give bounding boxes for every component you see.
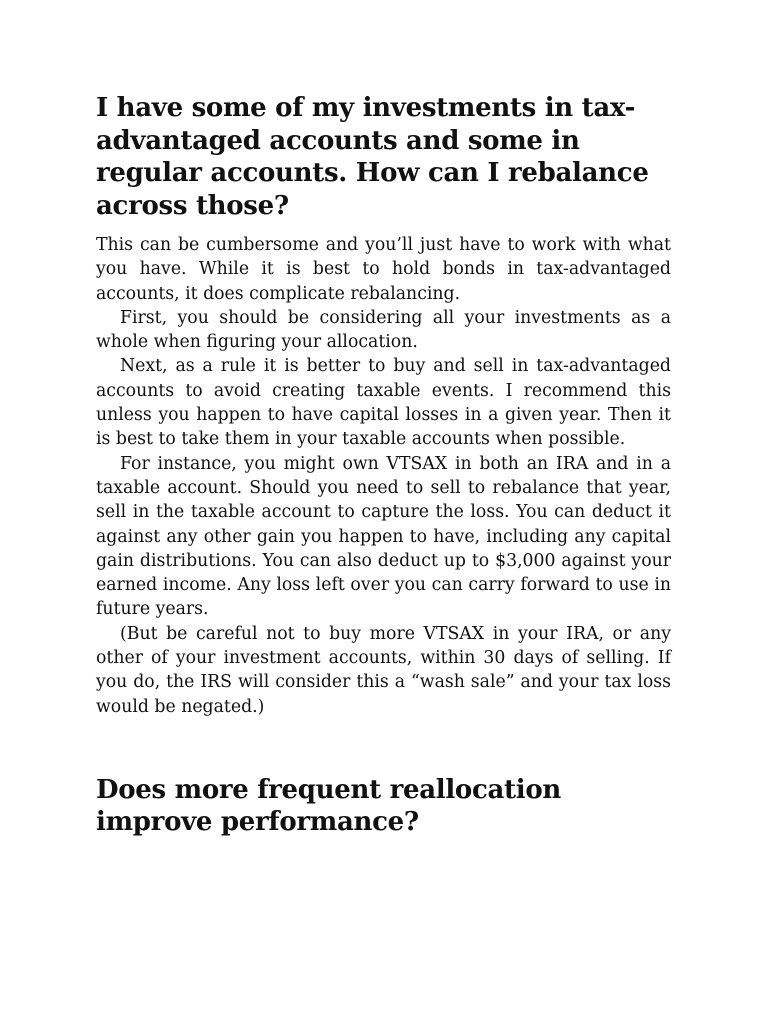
- body-paragraph: First, you should be considering all your investments as a whole when figuring your allocation.: [96, 307, 671, 353]
- page-content: [96, 92, 671, 839]
- section-rebalance-across-accounts: [96, 92, 671, 719]
- section-heading: Does more frequent reallocation improve performance?: [96, 774, 561, 838]
- body-paragraph: Next, as a rule it is better to buy and sell in tax-advantaged accounts to avoid creating taxable events. I recommend this unless you happen to have capital losses in a given year. Then it is best to take them in your taxable accounts when possible.: [96, 356, 671, 450]
- section-reallocation-frequency: [96, 774, 671, 839]
- body-paragraph: For instance, you might own VTSAX in both an IRA and in a taxable account. Should you need to sell to rebalance that year, sell in the taxable account to capture the loss. You can deduct it against any other gain you happen to have, including any capital gain distributions. You can also deduct up to $3,000 against your earned income. Any loss left over you can carry forward to use in future years.: [96, 453, 671, 620]
- body-paragraph: This can be cumbersome and you’ll just have to work with what you have. While it is best to hold bonds in tax-advantaged accounts, it does complicate rebalancing.: [96, 235, 671, 304]
- body-paragraph: (But be careful not to buy more VTSAX in your IRA, or any other of your investment accounts, within 30 days of selling. If you do, the IRS will consider this a “wash sale” and your tax loss would be negated.): [96, 623, 671, 717]
- section-heading: I have some of my investments in tax-advantaged accounts and some in regular accounts. How can I rebalance across those?: [96, 93, 649, 221]
